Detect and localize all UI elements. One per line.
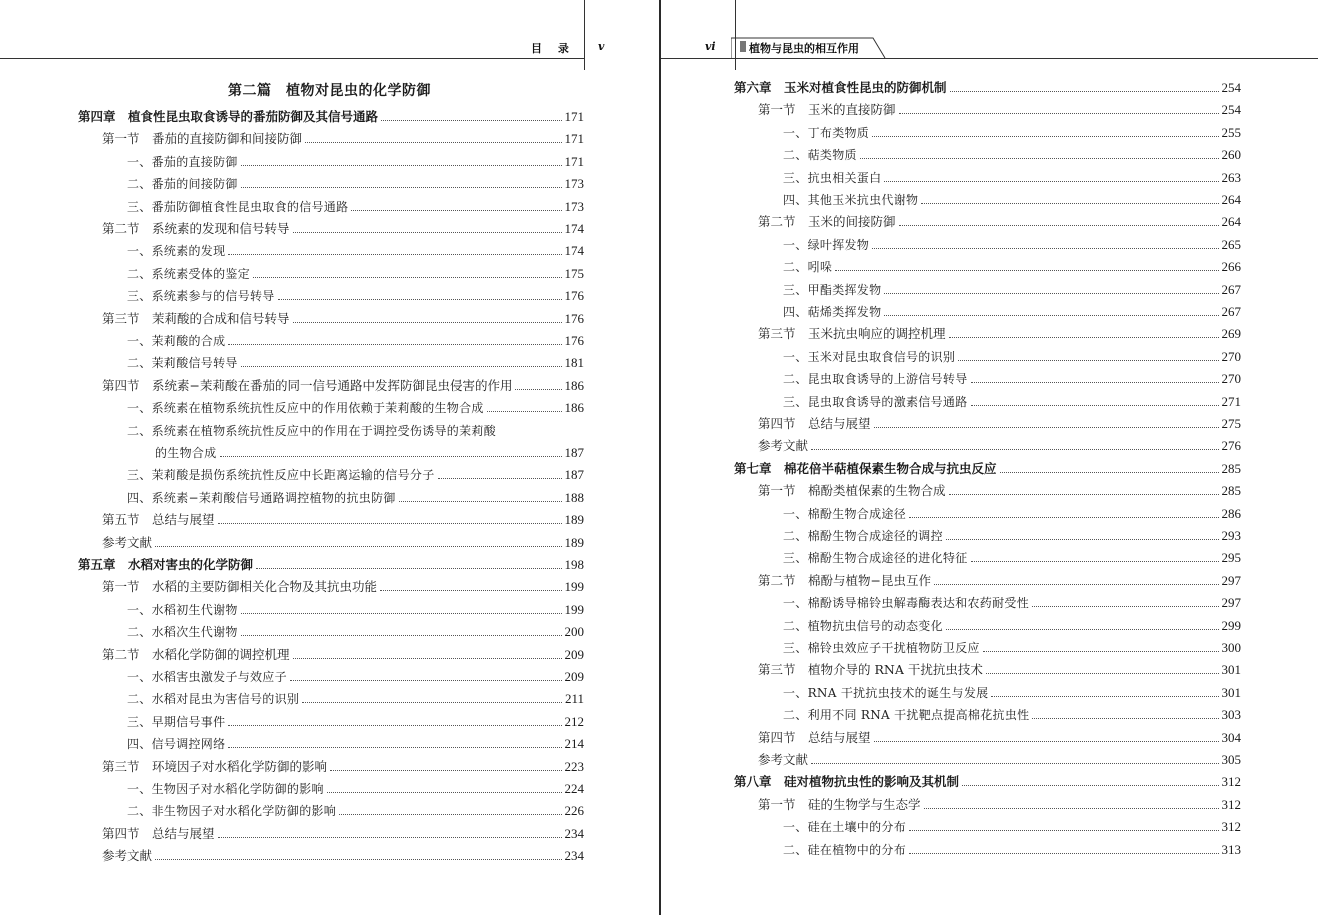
dot-leader bbox=[884, 293, 1218, 294]
toc-entry-label: 二、水稻对昆虫为害信号的识别 bbox=[127, 692, 300, 707]
toc-entry-label: 二、利用不同 RNA 干扰靶点提高棉花抗虫性 bbox=[783, 708, 1030, 723]
page-number: vi bbox=[705, 40, 716, 53]
toc-entry-label: 二、茉莉酸信号转导 bbox=[127, 356, 238, 371]
toc-page-number: 297 bbox=[1221, 595, 1241, 611]
toc-entry-label: 第五节 总结与展望 bbox=[102, 512, 215, 528]
dot-leader bbox=[302, 702, 562, 703]
toc-page-number: 270 bbox=[1221, 348, 1241, 364]
toc-subsection-entry[interactable] bbox=[783, 818, 1241, 836]
toc-entry-label: 二、非生物因子对水稻化学防御的影响 bbox=[127, 804, 337, 819]
toc-entry-label: 三、抗虫相关蛋白 bbox=[783, 170, 882, 185]
toc-entry-label: 三、甲酯类挥发物 bbox=[783, 282, 882, 297]
toc-section-entry[interactable] bbox=[758, 729, 1241, 747]
dot-leader bbox=[155, 859, 561, 860]
toc-page-number: 189 bbox=[564, 512, 584, 528]
dot-leader bbox=[899, 113, 1219, 114]
toc-entry-label: 四、系统素−茉莉酸信号通路调控植物的抗虫防御 bbox=[127, 490, 396, 505]
toc-entry-label: 第三节 环境因子对水稻化学防御的影响 bbox=[102, 758, 328, 774]
toc-subsection-entry[interactable] bbox=[783, 124, 1241, 142]
toc-entry-label: 二、植物抗虫信号的动态变化 bbox=[783, 618, 943, 633]
toc-entry-label: 第五章 水稻对害虫的化学防御 bbox=[78, 557, 254, 572]
toc-entry-label: 一、番茄的直接防御 bbox=[127, 154, 238, 169]
toc-subsection-entry[interactable] bbox=[127, 332, 584, 350]
dot-leader bbox=[241, 165, 562, 166]
dot-leader bbox=[986, 673, 1219, 674]
toc-subsection-entry[interactable] bbox=[127, 690, 584, 708]
toc-entry-label: 一、棉酚诱导棉铃虫解毒酶表达和农药耐受性 bbox=[783, 596, 1030, 611]
dot-leader bbox=[874, 741, 1219, 742]
dot-leader bbox=[399, 501, 562, 502]
toc-entry-label: 二、水稻次生代谢物 bbox=[127, 625, 238, 640]
dot-leader bbox=[949, 337, 1219, 338]
dot-leader bbox=[241, 366, 562, 367]
toc-entry-label: 四、萜烯类挥发物 bbox=[783, 305, 882, 319]
dot-leader bbox=[872, 136, 1218, 137]
dot-leader bbox=[339, 814, 561, 815]
toc-page-number: 174 bbox=[564, 221, 584, 236]
toc-entry-label: 一、丁布类物质 bbox=[783, 125, 870, 140]
toc-page-number: 264 bbox=[1221, 192, 1241, 207]
dot-leader bbox=[515, 389, 561, 390]
dot-leader bbox=[924, 808, 1219, 809]
toc-section-entry[interactable] bbox=[102, 847, 584, 865]
toc-chapter-entry[interactable] bbox=[78, 108, 584, 126]
dot-leader bbox=[958, 360, 1218, 361]
toc-section-entry[interactable] bbox=[758, 213, 1241, 231]
toc-subsection-entry[interactable] bbox=[127, 802, 584, 820]
toc-entry-label: 一、水稻初生代谢物 bbox=[127, 602, 238, 617]
toc-subsection-entry[interactable] bbox=[127, 668, 584, 686]
toc-page-number: 223 bbox=[564, 758, 584, 774]
toc-entry-label: 参考文献 bbox=[758, 752, 809, 767]
toc-subsection-entry[interactable] bbox=[783, 594, 1241, 612]
toc-subsection-entry[interactable] bbox=[783, 617, 1241, 635]
toc-subsection-entry[interactable] bbox=[127, 466, 584, 484]
toc-entry-label: 第一节 棉酚类植保素的生物合成 bbox=[758, 483, 946, 499]
dot-leader bbox=[884, 181, 1218, 182]
toc-section-entry[interactable] bbox=[102, 578, 584, 596]
toc-page-number: 209 bbox=[564, 646, 584, 662]
toc-page-number: 176 bbox=[564, 333, 584, 348]
dot-leader bbox=[327, 792, 562, 793]
toc-page-number: 187 bbox=[564, 445, 584, 460]
dot-leader bbox=[874, 427, 1219, 428]
toc-page-number: 301 bbox=[1221, 684, 1241, 700]
toc-page-number: 260 bbox=[1221, 147, 1241, 163]
dot-leader bbox=[228, 254, 561, 255]
dot-leader bbox=[253, 277, 561, 278]
dot-leader bbox=[241, 187, 562, 188]
toc-entry-label: 第二节 棉酚与植物−昆虫互作 bbox=[758, 572, 931, 588]
dot-leader bbox=[909, 853, 1218, 854]
dot-leader bbox=[811, 449, 1218, 450]
dot-leader bbox=[438, 478, 562, 479]
toc-entry-label: 第三节 玉米抗虫响应的调控机理 bbox=[758, 326, 946, 342]
toc-entry-label: 三、番茄防御植食性昆虫取食的信号通路 bbox=[127, 199, 349, 214]
dot-leader bbox=[155, 546, 561, 547]
dot-leader bbox=[330, 770, 561, 771]
dot-leader bbox=[971, 561, 1219, 562]
toc-page-number: 312 bbox=[1221, 796, 1241, 812]
toc-section-entry[interactable] bbox=[758, 661, 1241, 679]
toc-subsection-entry[interactable] bbox=[127, 399, 584, 417]
toc-subsection-entry[interactable] bbox=[127, 489, 584, 507]
toc-page-number: 270 bbox=[1221, 371, 1241, 387]
dot-leader bbox=[950, 91, 1219, 92]
dot-leader bbox=[835, 270, 1218, 271]
dot-leader bbox=[241, 613, 562, 614]
toc-section-entry[interactable] bbox=[102, 534, 584, 552]
toc-subsection-entry[interactable] bbox=[127, 354, 584, 372]
toc-section-entry[interactable] bbox=[758, 482, 1241, 500]
toc-section-entry[interactable] bbox=[102, 130, 584, 148]
dot-leader bbox=[946, 629, 1219, 630]
dot-leader bbox=[293, 232, 562, 233]
toc-page-number: 304 bbox=[1221, 729, 1241, 745]
toc-page-number: 209 bbox=[564, 669, 584, 684]
dot-leader bbox=[305, 142, 561, 143]
toc-entry-label: 参考文献 bbox=[102, 534, 153, 550]
toc-entry-label: 第一节 玉米的直接防御 bbox=[758, 102, 896, 118]
toc-entry-label: 第四节 总结与展望 bbox=[758, 416, 871, 431]
toc-subsection-entry[interactable] bbox=[783, 236, 1241, 254]
toc-subsection-entry[interactable] bbox=[783, 370, 1241, 388]
dot-leader bbox=[946, 539, 1219, 540]
toc-page-number: 171 bbox=[564, 153, 584, 169]
toc-section-entry[interactable] bbox=[102, 377, 584, 395]
toc-entry-label: 三、棉铃虫效应子干扰植物防卫反应 bbox=[783, 641, 980, 655]
toc-section-entry[interactable] bbox=[758, 437, 1241, 455]
toc-entry-label: 第四章 植食性昆虫取食诱导的番茄防御及其信号通路 bbox=[78, 109, 379, 124]
dot-leader bbox=[962, 785, 1218, 786]
toc-section-entry[interactable] bbox=[102, 825, 584, 843]
header-rule bbox=[0, 58, 584, 59]
toc-subsection-entry[interactable] bbox=[783, 348, 1241, 366]
toc-subsection-entry[interactable] bbox=[127, 601, 584, 619]
toc-entry-label: 第二节 玉米的间接防御 bbox=[758, 214, 896, 230]
toc-subsection-entry[interactable] bbox=[127, 242, 584, 260]
toc-page-number: 211 bbox=[564, 691, 584, 707]
toc-subsection-entry[interactable] bbox=[783, 527, 1241, 545]
crop-mark bbox=[584, 0, 585, 70]
toc-entry-label: 第三节 茉莉酸的合成和信号转导 bbox=[102, 310, 290, 326]
toc-page-number: 312 bbox=[1221, 774, 1241, 790]
toc-subsection-entry[interactable] bbox=[783, 706, 1241, 724]
toc-entry-label: 二、棉酚生物合成途径的调控 bbox=[783, 529, 943, 543]
toc-section-entry[interactable] bbox=[758, 101, 1241, 119]
toc-subsection-entry[interactable] bbox=[783, 393, 1241, 411]
toc-page-number: 267 bbox=[1221, 281, 1241, 297]
dot-leader bbox=[228, 344, 561, 345]
toc-entry-label: 第四节 系统素−茉莉酸在番茄的同一信号通路中发挥防御昆虫侵害的作用 bbox=[102, 377, 513, 393]
toc-chapter-entry[interactable] bbox=[734, 460, 1241, 478]
toc-entry-label: 一、硅在土壤中的分布 bbox=[783, 820, 907, 835]
toc-page-number: 263 bbox=[1221, 169, 1241, 185]
toc-entry-label: 第二节 系统素的发现和信号转导 bbox=[102, 221, 290, 236]
toc-page-number: 199 bbox=[564, 579, 584, 595]
toc-page-number: 200 bbox=[564, 624, 584, 640]
toc-page-number: 234 bbox=[564, 848, 584, 864]
toc-entry-label: 第六章 玉米对植食性昆虫的防御机制 bbox=[734, 80, 947, 95]
toc-page-number: 299 bbox=[1221, 617, 1241, 633]
toc-subsection-entry[interactable] bbox=[783, 549, 1241, 567]
toc-subsection-entry[interactable] bbox=[783, 639, 1241, 657]
dot-leader bbox=[218, 837, 562, 838]
toc-subsection-entry[interactable] bbox=[783, 684, 1241, 702]
toc-page-number: 295 bbox=[1221, 550, 1241, 566]
toc-page-number: 303 bbox=[1221, 707, 1241, 723]
toc-entry-label: 二、番茄的间接防御 bbox=[127, 177, 238, 192]
toc-page-number: 198 bbox=[564, 557, 584, 572]
toc-page-number: 301 bbox=[1221, 662, 1241, 678]
dot-leader bbox=[241, 635, 562, 636]
toc-page-number: 312 bbox=[1221, 819, 1241, 835]
toc-entry-label: 第一节 硅的生物学与生态学 bbox=[758, 796, 921, 812]
dot-leader bbox=[351, 210, 561, 211]
toc-chapter-entry[interactable] bbox=[734, 773, 1241, 791]
dot-leader bbox=[1032, 606, 1218, 607]
toc-entry-label: 二、系统素在植物系统抗性反应中的作用在于调控受伤诱导的茉莉酸 bbox=[127, 423, 497, 438]
running-header-title: 目 录 bbox=[531, 42, 575, 55]
toc-section-entry[interactable] bbox=[102, 758, 584, 776]
toc-page-number: 176 bbox=[564, 310, 584, 326]
toc-entry-label: 一、棉酚生物合成途径 bbox=[783, 506, 907, 521]
toc-page-number: 224 bbox=[564, 781, 584, 796]
toc-entry-label: 第四节 总结与展望 bbox=[758, 729, 871, 745]
dot-leader bbox=[220, 456, 562, 457]
dot-leader bbox=[934, 584, 1219, 585]
toc-page-number: 271 bbox=[1221, 393, 1241, 409]
toc-section-entry[interactable] bbox=[102, 310, 584, 328]
toc-subsection-entry[interactable] bbox=[783, 505, 1241, 523]
toc-subsection-entry[interactable] bbox=[783, 191, 1241, 209]
toc-page-number: 313 bbox=[1221, 841, 1241, 857]
dot-leader bbox=[909, 830, 1218, 831]
toc-entry-label: 的生物合成 bbox=[155, 446, 217, 460]
toc-page-number: 226 bbox=[564, 803, 584, 819]
toc-page-number: 212 bbox=[564, 713, 584, 729]
toc-entry-label: 一、生物因子对水稻化学防御的影响 bbox=[127, 782, 324, 796]
toc-section-entry[interactable] bbox=[758, 325, 1241, 343]
dot-leader bbox=[884, 315, 1218, 316]
toc-page-number: 187 bbox=[564, 467, 584, 483]
toc-entry-label: 一、玉米对昆虫取食信号的识别 bbox=[783, 349, 956, 364]
toc-entry-label: 第八章 硅对植物抗虫性的影响及其机制 bbox=[734, 774, 960, 790]
toc-entry-label: 一、RNA 干扰抗虫技术的诞生与发展 bbox=[783, 685, 989, 700]
header-tab-marker bbox=[740, 41, 746, 52]
page-number: v bbox=[598, 40, 605, 53]
dot-leader bbox=[228, 747, 561, 748]
toc-entry-label: 三、茉莉酸是损伤系统抗性反应中长距离运输的信号分子 bbox=[127, 468, 435, 483]
toc-entry-label: 二、吲哚 bbox=[783, 260, 833, 275]
part-title: 第二篇 植物对昆虫的化学防御 bbox=[228, 83, 431, 99]
toc-subsection-entry[interactable] bbox=[783, 303, 1241, 321]
toc-page-number: 300 bbox=[1221, 640, 1241, 655]
dot-leader bbox=[921, 203, 1218, 204]
toc-entry-label: 三、棉酚生物合成途径的进化特征 bbox=[783, 551, 968, 566]
toc-page-number: 255 bbox=[1221, 124, 1241, 140]
toc-entry-label: 参考文献 bbox=[102, 848, 153, 864]
toc-section-entry[interactable] bbox=[758, 572, 1241, 590]
toc-page-number: 305 bbox=[1221, 752, 1241, 767]
toc-page-number: 286 bbox=[1221, 505, 1241, 521]
toc-entry-label: 一、系统素的发现 bbox=[127, 244, 226, 259]
toc-chapter-entry[interactable] bbox=[734, 79, 1241, 97]
toc-page-number: 275 bbox=[1221, 416, 1241, 431]
dot-leader bbox=[278, 299, 562, 300]
toc-page-number: 264 bbox=[1221, 214, 1241, 230]
toc-entry-label: 三、早期信号事件 bbox=[127, 714, 226, 729]
toc-entry-label: 第三节 植物介导的 RNA 干扰抗虫技术 bbox=[758, 662, 983, 678]
dot-leader bbox=[872, 248, 1218, 249]
dot-leader bbox=[228, 725, 561, 726]
toc-entry-label: 一、水稻害虫激发子与效应子 bbox=[127, 670, 287, 684]
toc-entry-label: 四、其他玉米抗虫代谢物 bbox=[783, 193, 919, 207]
toc-page-number: 267 bbox=[1221, 304, 1241, 319]
dot-leader bbox=[293, 658, 562, 659]
toc-entry-label: 参考文献 bbox=[758, 438, 809, 454]
toc-section-entry[interactable] bbox=[102, 646, 584, 664]
toc-section-entry[interactable] bbox=[102, 511, 584, 529]
toc-subsection-entry[interactable] bbox=[783, 281, 1241, 299]
dot-leader bbox=[380, 590, 561, 591]
toc-entry-label: 四、信号调控网络 bbox=[127, 737, 226, 752]
dot-leader bbox=[1032, 718, 1218, 719]
toc-page-number: 171 bbox=[564, 131, 584, 147]
toc-subsection-entry[interactable] bbox=[127, 287, 584, 305]
dot-leader bbox=[293, 322, 562, 323]
toc-page-number: 188 bbox=[564, 489, 584, 505]
dot-leader bbox=[949, 494, 1219, 495]
toc-page-number: 285 bbox=[1221, 483, 1241, 499]
toc-subsection-entry[interactable] bbox=[783, 841, 1241, 859]
toc-entry-label: 二、昆虫取食诱导的上游信号转导 bbox=[783, 372, 968, 387]
toc-page-number: 293 bbox=[1221, 528, 1241, 543]
toc-page-number: 266 bbox=[1221, 259, 1241, 275]
toc-entry-label: 第四节 总结与展望 bbox=[102, 825, 215, 841]
toc-subsection-entry[interactable] bbox=[127, 735, 584, 753]
toc-page-number: 265 bbox=[1221, 236, 1241, 252]
toc-entry-label: 第七章 棉花倍半萜植保素生物合成与抗虫反应 bbox=[734, 460, 997, 476]
toc-page-number: 234 bbox=[564, 825, 584, 841]
toc-section-entry[interactable] bbox=[758, 415, 1241, 433]
toc-entry-label: 一、绿叶挥发物 bbox=[783, 237, 870, 252]
toc-page-number: 199 bbox=[564, 601, 584, 617]
toc-section-entry[interactable] bbox=[758, 751, 1241, 769]
toc-subsection-entry[interactable] bbox=[127, 265, 584, 283]
toc-page-number: 214 bbox=[564, 736, 584, 752]
toc-page-number: 175 bbox=[564, 265, 584, 281]
toc-subsection-entry[interactable] bbox=[127, 713, 584, 731]
toc-entry[interactable] bbox=[155, 444, 584, 462]
toc-page-number: 285 bbox=[1221, 460, 1241, 476]
toc-subsection-entry[interactable] bbox=[127, 175, 584, 193]
toc-page-number: 276 bbox=[1221, 438, 1241, 454]
dot-leader bbox=[381, 120, 561, 121]
toc-entry-label: 二、系统素受体的鉴定 bbox=[127, 266, 251, 281]
toc-entry-label: 第一节 番茄的直接防御和间接防御 bbox=[102, 131, 303, 147]
dot-leader bbox=[290, 680, 562, 681]
toc-entry-label: 第二节 水稻化学防御的调控机理 bbox=[102, 646, 290, 662]
toc-page-number: 171 bbox=[564, 109, 584, 124]
dot-leader bbox=[256, 568, 561, 569]
dot-leader bbox=[983, 651, 1219, 652]
toc-page-number: 173 bbox=[564, 198, 584, 214]
toc-entry-label: 三、系统素参与的信号转导 bbox=[127, 289, 275, 304]
toc-page-number: 173 bbox=[564, 176, 584, 192]
dot-leader bbox=[971, 382, 1219, 383]
toc-subsection-entry[interactable] bbox=[127, 623, 584, 641]
running-header-title: 植物与昆虫的相互作用 bbox=[749, 42, 859, 55]
dot-leader bbox=[860, 158, 1219, 159]
toc-subsection-entry[interactable] bbox=[127, 780, 584, 798]
toc-subsection-entry[interactable] bbox=[783, 146, 1241, 164]
toc-subsection-entry[interactable] bbox=[127, 198, 584, 216]
dot-leader bbox=[1000, 472, 1219, 473]
toc-entry-label: 第一节 水稻的主要防御相关化合物及其抗虫功能 bbox=[102, 579, 378, 595]
toc-page-number: 181 bbox=[564, 355, 584, 371]
toc-entry-label: 一、系统素在植物系统抗性反应中的作用依赖于茉莉酸的生物合成 bbox=[127, 401, 484, 416]
toc-page-number: 186 bbox=[564, 400, 584, 416]
toc-page-number: 254 bbox=[1221, 102, 1241, 118]
dot-leader bbox=[971, 405, 1219, 406]
toc-entry-label: 二、硅在植物中的分布 bbox=[783, 842, 907, 857]
toc-subsection-entry[interactable] bbox=[783, 258, 1241, 276]
toc-page-number: 269 bbox=[1221, 326, 1241, 342]
dot-leader bbox=[811, 763, 1218, 764]
right-page bbox=[661, 0, 1318, 915]
toc-subsection-entry[interactable] bbox=[783, 169, 1241, 187]
dot-leader bbox=[991, 696, 1218, 697]
toc-subsection-entry[interactable] bbox=[127, 153, 584, 171]
toc-chapter-entry[interactable] bbox=[78, 556, 584, 574]
toc-entry-label: 三、昆虫取食诱导的激素信号通路 bbox=[783, 394, 968, 409]
toc-section-entry[interactable] bbox=[102, 220, 584, 238]
toc-entry-label: 二、萜类物质 bbox=[783, 148, 857, 163]
toc-section-entry[interactable] bbox=[758, 796, 1241, 814]
toc-entry-label: 一、茉莉酸的合成 bbox=[127, 334, 226, 348]
toc-page-number: 176 bbox=[564, 288, 584, 304]
dot-leader bbox=[909, 517, 1218, 518]
toc-page-number: 254 bbox=[1221, 80, 1241, 95]
dot-leader bbox=[487, 411, 562, 412]
toc-page-number: 297 bbox=[1221, 572, 1241, 588]
toc-page-number: 189 bbox=[564, 534, 584, 550]
toc-page-number: 186 bbox=[564, 377, 584, 393]
dot-leader bbox=[899, 225, 1219, 226]
dot-leader bbox=[218, 523, 562, 524]
toc-page-number: 174 bbox=[564, 243, 584, 259]
